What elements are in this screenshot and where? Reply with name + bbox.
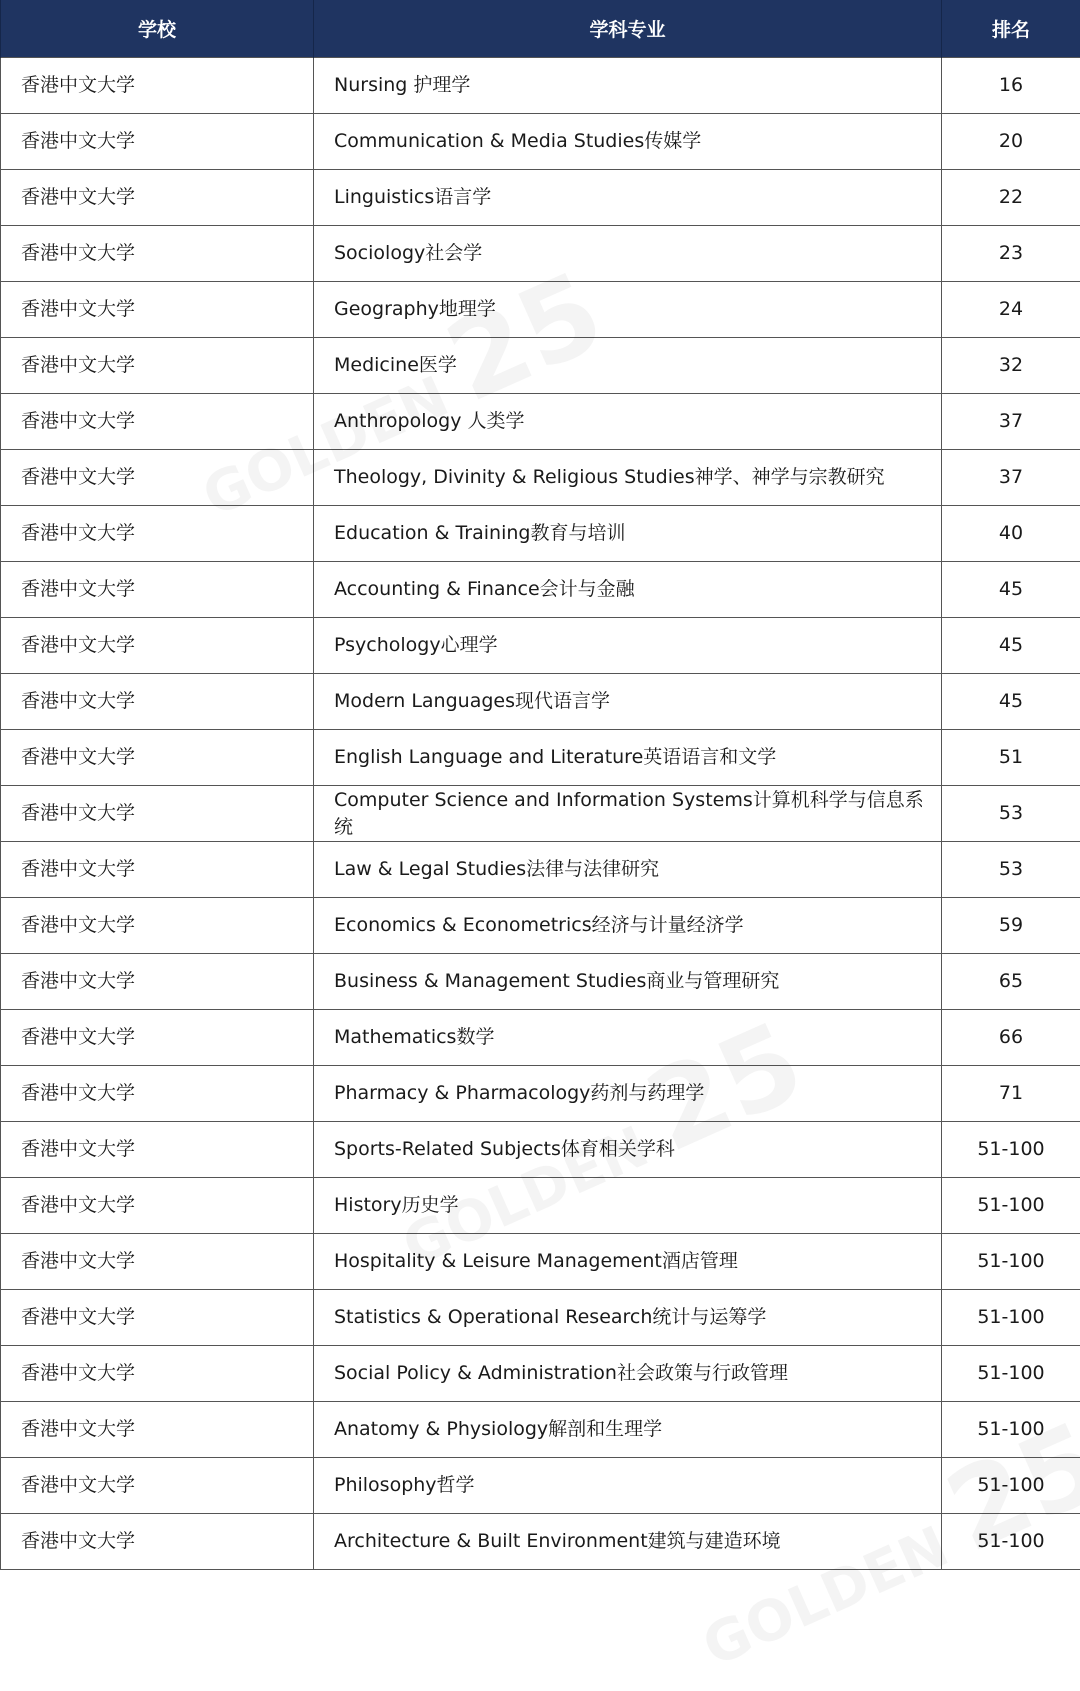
table-row xyxy=(1,1122,1080,1178)
cell-school: 香港中文大学 xyxy=(1,1402,314,1458)
cell-school: 香港中文大学 xyxy=(1,1346,314,1402)
cell-rank: 53 xyxy=(942,786,1080,842)
cell-subject: Modern Languages现代语言学 xyxy=(314,674,942,730)
cell-school: 香港中文大学 xyxy=(1,282,314,338)
cell-school: 香港中文大学 xyxy=(1,1458,314,1514)
table-row xyxy=(1,1290,1080,1346)
cell-rank: 51-100 xyxy=(942,1122,1080,1178)
cell-rank: 20 xyxy=(942,114,1080,170)
cell-school: 香港中文大学 xyxy=(1,1178,314,1234)
cell-school: 香港中文大学 xyxy=(1,338,314,394)
cell-rank: 24 xyxy=(942,282,1080,338)
cell-school: 香港中文大学 xyxy=(1,394,314,450)
cell-subject: Geography地理学 xyxy=(314,282,942,338)
cell-rank: 45 xyxy=(942,562,1080,618)
cell-subject: Law & Legal Studies法律与法律研究 xyxy=(314,842,942,898)
header-rank: 排名 xyxy=(942,0,1080,58)
cell-rank: 51-100 xyxy=(942,1178,1080,1234)
table-row xyxy=(1,898,1080,954)
cell-school: 香港中文大学 xyxy=(1,1234,314,1290)
table-row xyxy=(1,730,1080,786)
cell-school: 香港中文大学 xyxy=(1,170,314,226)
cell-school: 香港中文大学 xyxy=(1,1010,314,1066)
cell-rank: 51-100 xyxy=(942,1458,1080,1514)
table-row xyxy=(1,1010,1080,1066)
cell-subject: English Language and Literature英语语言和文学 xyxy=(314,730,942,786)
cell-school: 香港中文大学 xyxy=(1,562,314,618)
table-row xyxy=(1,618,1080,674)
table-row xyxy=(1,394,1080,450)
cell-rank: 45 xyxy=(942,674,1080,730)
table-row xyxy=(1,338,1080,394)
table-row xyxy=(1,58,1080,114)
header-school: 学校 xyxy=(1,0,314,58)
cell-school: 香港中文大学 xyxy=(1,1514,314,1570)
cell-school: 香港中文大学 xyxy=(1,954,314,1010)
cell-rank: 40 xyxy=(942,506,1080,562)
table-row xyxy=(1,226,1080,282)
table-row xyxy=(1,1458,1080,1514)
table-row xyxy=(1,282,1080,338)
cell-school: 香港中文大学 xyxy=(1,1122,314,1178)
table-row xyxy=(1,1402,1080,1458)
table-row xyxy=(1,786,1080,842)
table-row xyxy=(1,562,1080,618)
cell-subject: Statistics & Operational Research统计与运筹学 xyxy=(314,1290,942,1346)
cell-rank: 22 xyxy=(942,170,1080,226)
cell-subject: Anatomy & Physiology解剖和生理学 xyxy=(314,1402,942,1458)
cell-subject: Anthropology 人类学 xyxy=(314,394,942,450)
cell-rank: 37 xyxy=(942,450,1080,506)
cell-school: 香港中文大学 xyxy=(1,618,314,674)
cell-subject: Theology, Divinity & Religious Studies神学、神学与宗教研究 xyxy=(314,450,942,506)
cell-subject: Economics & Econometrics经济与计量经济学 xyxy=(314,898,942,954)
cell-school: 香港中文大学 xyxy=(1,674,314,730)
cell-rank: 51-100 xyxy=(942,1402,1080,1458)
cell-subject: Nursing 护理学 xyxy=(314,58,942,114)
cell-subject: Mathematics数学 xyxy=(314,1010,942,1066)
cell-school: 香港中文大学 xyxy=(1,842,314,898)
table-row xyxy=(1,674,1080,730)
cell-school: 香港中文大学 xyxy=(1,58,314,114)
cell-subject: Social Policy & Administration社会政策与行政管理 xyxy=(314,1346,942,1402)
cell-subject: Linguistics语言学 xyxy=(314,170,942,226)
cell-subject: History历史学 xyxy=(314,1178,942,1234)
table-row xyxy=(1,1514,1080,1570)
table-row xyxy=(1,506,1080,562)
cell-subject: Philosophy哲学 xyxy=(314,1458,942,1514)
cell-subject: Communication & Media Studies传媒学 xyxy=(314,114,942,170)
cell-school: 香港中文大学 xyxy=(1,898,314,954)
cell-rank: 45 xyxy=(942,618,1080,674)
cell-school: 香港中文大学 xyxy=(1,730,314,786)
table-header-row xyxy=(1,0,1080,58)
cell-subject: Architecture & Built Environment建筑与建造环境 xyxy=(314,1514,942,1570)
cell-rank: 53 xyxy=(942,842,1080,898)
cell-subject: Psychology心理学 xyxy=(314,618,942,674)
cell-subject: Business & Management Studies商业与管理研究 xyxy=(314,954,942,1010)
cell-school: 香港中文大学 xyxy=(1,226,314,282)
cell-school: 香港中文大学 xyxy=(1,114,314,170)
table-row xyxy=(1,1346,1080,1402)
cell-rank: 66 xyxy=(942,1010,1080,1066)
table-row xyxy=(1,450,1080,506)
cell-rank: 51-100 xyxy=(942,1290,1080,1346)
table-body xyxy=(1,58,1080,1570)
cell-subject: Pharmacy & Pharmacology药剂与药理学 xyxy=(314,1066,942,1122)
cell-rank: 51-100 xyxy=(942,1346,1080,1402)
cell-subject: Medicine医学 xyxy=(314,338,942,394)
table-row xyxy=(1,842,1080,898)
cell-rank: 16 xyxy=(942,58,1080,114)
cell-rank: 51-100 xyxy=(942,1514,1080,1570)
cell-subject: Sports-Related Subjects体育相关学科 xyxy=(314,1122,942,1178)
cell-subject: Computer Science and Information Systems计算机科学与信息系统 xyxy=(314,786,942,842)
cell-subject: Education & Training教育与培训 xyxy=(314,506,942,562)
cell-rank: 51-100 xyxy=(942,1234,1080,1290)
table-row xyxy=(1,954,1080,1010)
header-subject: 学科专业 xyxy=(314,0,942,58)
table-row xyxy=(1,1066,1080,1122)
table-row xyxy=(1,1178,1080,1234)
cell-rank: 51 xyxy=(942,730,1080,786)
cell-rank: 23 xyxy=(942,226,1080,282)
cell-rank: 71 xyxy=(942,1066,1080,1122)
cell-school: 香港中文大学 xyxy=(1,1290,314,1346)
cell-rank: 65 xyxy=(942,954,1080,1010)
table-row xyxy=(1,114,1080,170)
cell-rank: 37 xyxy=(942,394,1080,450)
cell-school: 香港中文大学 xyxy=(1,1066,314,1122)
table-row xyxy=(1,1234,1080,1290)
cell-school: 香港中文大学 xyxy=(1,450,314,506)
table-row xyxy=(1,170,1080,226)
cell-school: 香港中文大学 xyxy=(1,786,314,842)
cell-rank: 32 xyxy=(942,338,1080,394)
cell-school: 香港中文大学 xyxy=(1,506,314,562)
cell-subject: Sociology社会学 xyxy=(314,226,942,282)
cell-rank: 59 xyxy=(942,898,1080,954)
cell-subject: Accounting & Finance会计与金融 xyxy=(314,562,942,618)
cell-subject: Hospitality & Leisure Management酒店管理 xyxy=(314,1234,942,1290)
